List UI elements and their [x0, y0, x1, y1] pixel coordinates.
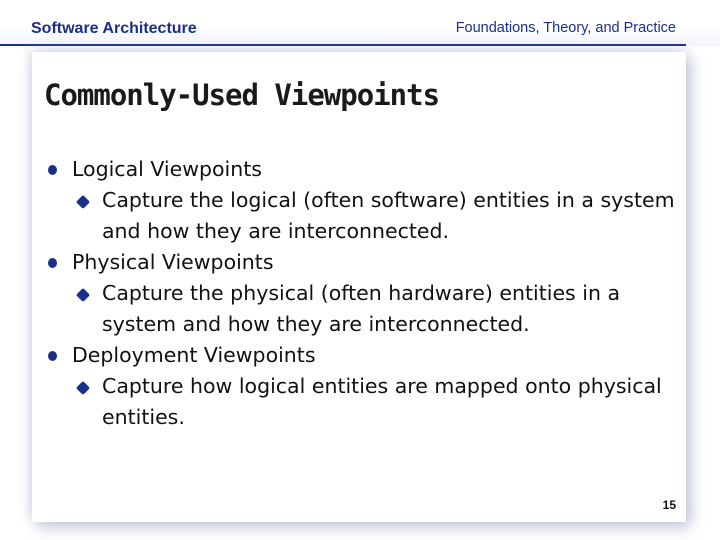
bullet-label: Physical Viewpoints	[72, 250, 274, 274]
diamond-bullet-icon	[76, 288, 90, 302]
header-subtitle: Foundations, Theory, and Practice	[455, 20, 676, 36]
sub-bullet-item	[48, 371, 688, 433]
bullet-dot-icon	[48, 165, 57, 175]
sub-bullet-text: Capture how logical entities are mapped onto physical entities.	[102, 374, 662, 429]
bullet-dot-icon	[48, 258, 57, 268]
sub-bullet-item	[48, 278, 688, 340]
slide-title: Commonly-Used Viewpoints	[44, 78, 440, 112]
header-divider	[0, 44, 686, 46]
diamond-bullet-icon	[76, 381, 90, 395]
bullet-item	[48, 247, 688, 278]
bullet-label: Logical Viewpoints	[72, 157, 262, 181]
diamond-bullet-icon	[76, 195, 90, 209]
sub-bullet-text: Capture the logical (often software) entities in a system and how they are interconnected.	[102, 188, 675, 243]
bullet-item	[48, 340, 688, 371]
page-number: 15	[662, 498, 676, 512]
bullet-item	[48, 154, 688, 185]
sub-bullet-text: Capture the physical (often hardware) entities in a system and how they are interconnected.	[102, 281, 621, 336]
bullet-list	[48, 154, 688, 433]
bullet-dot-icon	[48, 351, 57, 361]
header-band	[0, 0, 720, 46]
header-course-title: Software Architecture	[31, 20, 197, 37]
bullet-label: Deployment Viewpoints	[72, 343, 316, 367]
sub-bullet-item	[48, 185, 688, 247]
